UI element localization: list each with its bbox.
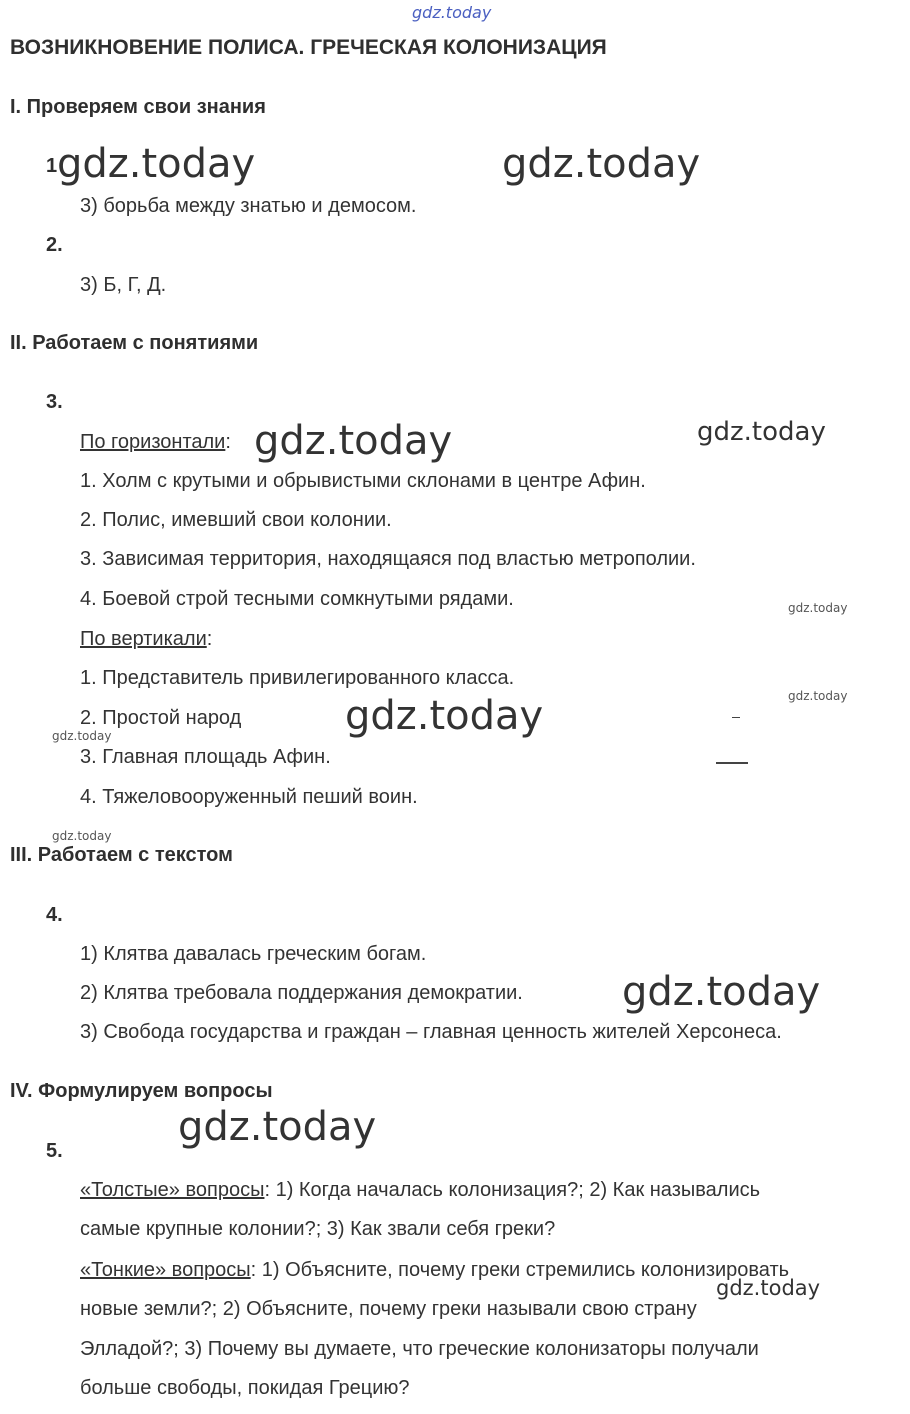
question-number-2: 2. xyxy=(46,234,63,256)
thick-questions-text: : 1) Когда началась колонизация?; 2) Как назывались xyxy=(264,1179,761,1201)
watermark: gdz.today xyxy=(52,829,112,843)
watermark: gdz.today xyxy=(57,141,256,187)
horizontal-item: 2. Полис, имевший свои колонии. xyxy=(80,509,392,531)
watermark: gdz.today xyxy=(254,418,453,464)
section-heading-3: III. Работаем с текстом xyxy=(10,844,233,866)
vertical-item: 2. Простой народ xyxy=(80,707,242,729)
text-answer: 2) Клятва требовала поддержания демократии. xyxy=(80,982,523,1004)
stray-mark xyxy=(732,717,740,718)
watermark: gdz.today xyxy=(52,729,112,743)
horizontal-item: 4. Боевой строй тесными сомкнутыми рядами. xyxy=(80,588,514,610)
thin-questions-line xyxy=(80,1259,789,1282)
watermark: gdz.today xyxy=(788,689,848,703)
question-number-4: 4. xyxy=(46,904,63,926)
answer-2: 3) Б, Г, Д. xyxy=(80,274,167,296)
text-answer: 3) Свобода государства и граждан – главная ценность жителей Херсонеса. xyxy=(80,1021,782,1043)
top-watermark: gdz.today xyxy=(412,3,492,22)
watermark: gdz.today xyxy=(697,417,826,447)
watermark: gdz.today xyxy=(716,1276,821,1300)
thin-questions-line: больше свободы, покидая Грецию? xyxy=(80,1377,410,1399)
horizontal-colon: : xyxy=(225,431,231,453)
vertical-item: 3. Главная площадь Афин. xyxy=(80,746,331,768)
watermark: gdz.today xyxy=(502,141,701,187)
question-number-5: 5. xyxy=(46,1140,63,1162)
watermark: gdz.today xyxy=(345,693,544,739)
thin-questions-label: «Тонкие» вопросы xyxy=(80,1259,251,1281)
section-heading-4: IV. Формулируем вопросы xyxy=(10,1080,273,1102)
vertical-heading xyxy=(80,628,212,651)
watermark: gdz.today xyxy=(788,601,848,615)
thin-questions-text: : 1) Объясните, почему греки стремились колонизировать xyxy=(250,1259,790,1281)
horizontal-item: 1. Холм с крутыми и обрывистыми склонами в центре Афин. xyxy=(80,470,646,492)
thick-questions-line xyxy=(80,1179,760,1202)
vertical-label: По вертикали xyxy=(80,628,207,650)
horizontal-heading xyxy=(80,431,231,454)
thick-questions-line: самые крупные колонии?; 3) Как звали себя греки? xyxy=(80,1218,556,1240)
question-number-1: 1 xyxy=(46,155,58,177)
horizontal-label: По горизонтали xyxy=(80,431,226,453)
vertical-colon: : xyxy=(206,628,213,650)
thin-questions-line: Элладой?; 3) Почему вы думаете, что греческие колонизаторы получали xyxy=(80,1338,759,1360)
section-heading-1: I. Проверяем свои знания xyxy=(10,96,266,118)
vertical-item: 4. Тяжеловооруженный пеший воин. xyxy=(80,786,418,808)
section-heading-2: II. Работаем с понятиями xyxy=(10,332,259,354)
text-answer: 1) Клятва давалась греческим богам. xyxy=(80,943,427,965)
watermark: gdz.today xyxy=(178,1104,377,1150)
watermark: gdz.today xyxy=(622,969,821,1015)
answer-1: 3) борьба между знатью и демосом. xyxy=(80,195,417,217)
question-number-3: 3. xyxy=(46,391,63,413)
horizontal-item: 3. Зависимая территория, находящаяся под властью метрополии. xyxy=(80,548,696,570)
thin-questions-line: новые земли?; 2) Объясните, почему греки называли свою страну xyxy=(80,1298,697,1320)
vertical-item: 1. Представитель привилегированного класса. xyxy=(80,667,515,689)
page-title: ВОЗНИКНОВЕНИЕ ПОЛИСА. ГРЕЧЕСКАЯ КОЛОНИЗАЦИЯ xyxy=(10,36,607,59)
stray-mark xyxy=(716,762,748,764)
thick-questions-label: «Толстые» вопросы xyxy=(80,1179,265,1201)
